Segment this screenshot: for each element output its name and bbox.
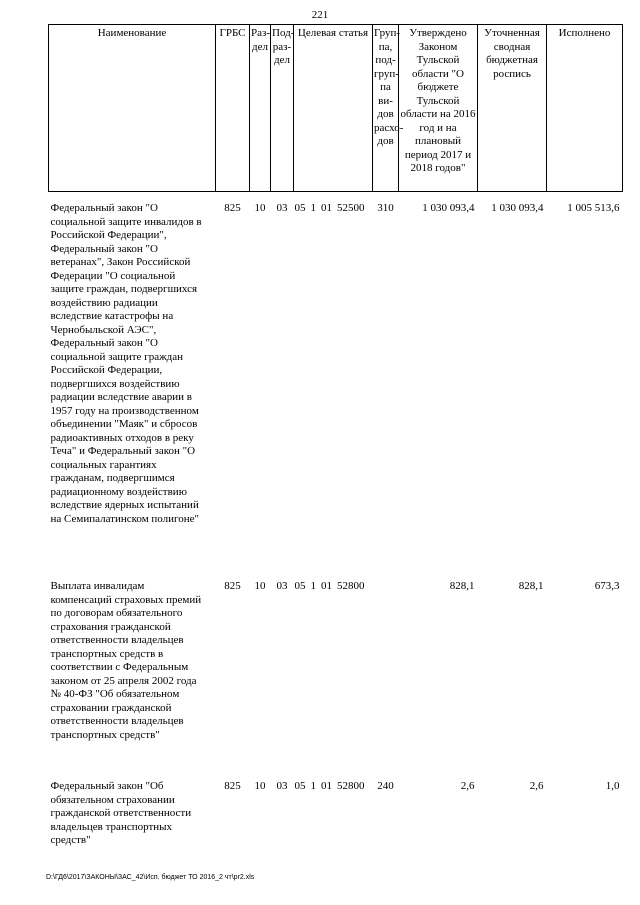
row-expense-group: 310 — [377, 202, 394, 214]
row-approved: 828,1 — [449, 580, 475, 592]
row-executed: 1 005 513,6 — [567, 202, 620, 214]
header-executed: Исполнено — [547, 25, 623, 192]
header-name: Наименование — [49, 25, 216, 192]
row-refined: 828,1 — [518, 580, 544, 592]
header-target-article: Целевая статья — [294, 25, 373, 192]
table-header-row — [49, 25, 623, 192]
table-row — [49, 192, 623, 581]
row-refined: 1 030 093,4 — [491, 202, 544, 214]
row-target-article: 05 1 01 52500 — [294, 202, 365, 214]
table-row — [49, 580, 623, 780]
row-name: Выплата инвалидам компенсаций страховых премий по договорам обязательного страхования гражданской ответственности владельцев транспортных средств в соответствии с Федеральным законом от 25 апреля 2002 года № 40-ФЗ "Об обязательном страховании гражданской ответственности владельцев транспортных средств" — [50, 580, 202, 741]
row-razdel: 10 — [254, 202, 266, 214]
row-grbs: 825 — [224, 780, 241, 792]
row-target-article: 05 1 01 52800 — [294, 780, 365, 792]
header-razdel: Раз-дел — [250, 25, 271, 192]
row-name: Федеральный закон "Об обязательном страховании гражданской ответственности владельцев транспортных средств" — [50, 780, 192, 846]
row-podrazdel: 03 — [276, 580, 288, 592]
budget-table — [48, 24, 623, 860]
row-podrazdel: 03 — [276, 202, 288, 214]
row-razdel: 10 — [254, 580, 266, 592]
header-expense-group: Груп-па, под-груп-па ви-дов расхо-дов — [373, 25, 399, 192]
page-number: 221 — [311, 9, 329, 21]
header-approved: Утверждено Законом Тульской области "О бюджете Тульской области на 2016 год и на плановый период 2017 и 2018 годов" — [399, 25, 478, 192]
row-executed: 673,3 — [594, 580, 620, 592]
row-refined: 2,6 — [529, 780, 544, 792]
header-refined: Уточненная сводная бюджетная роспись — [478, 25, 547, 192]
row-name: Федеральный закон "О социальной защите инвалидов в Российской Федерации", Федеральный закон "О ветеранах", Закон Российской Федерации "О социальной защите граждан, подвергшихся воздействию радиации вследствие катастрофы на Чернобыльской АЭС", Федеральный закон "О социальной защите граждан Российской Федерации, подвергшихся воздействию радиации вследствие аварии в 1957 году на производственном объединении "Маяк" и сбросов радиоактивных отходов в реку Теча" и Федеральный закон "О социальных гарантиях гражданам, подвергшимся радиационному воздействию вследствие ядерных испытаний на Семипалатинском полигоне" — [50, 202, 202, 525]
header-podrazdel: Под-раз-дел — [271, 25, 294, 192]
row-approved: 1 030 093,4 — [422, 202, 475, 214]
row-expense-group: 240 — [377, 780, 394, 792]
row-expense-group — [373, 580, 399, 780]
row-razdel: 10 — [254, 780, 266, 792]
row-target-article: 05 1 01 52800 — [294, 580, 365, 592]
row-executed: 1,0 — [605, 780, 620, 792]
table-row — [49, 780, 623, 860]
header-grbs: ГРБС — [216, 25, 250, 192]
row-grbs: 825 — [224, 202, 241, 214]
row-approved: 2,6 — [460, 780, 475, 792]
row-podrazdel: 03 — [276, 780, 288, 792]
file-path-footer: D:\ГД6\2017\ЗАКОНЫ\ЗАС_42\Исп. бюджет ТО 2016_2 чт\pr2.xls — [46, 874, 255, 881]
row-grbs: 825 — [224, 580, 241, 592]
